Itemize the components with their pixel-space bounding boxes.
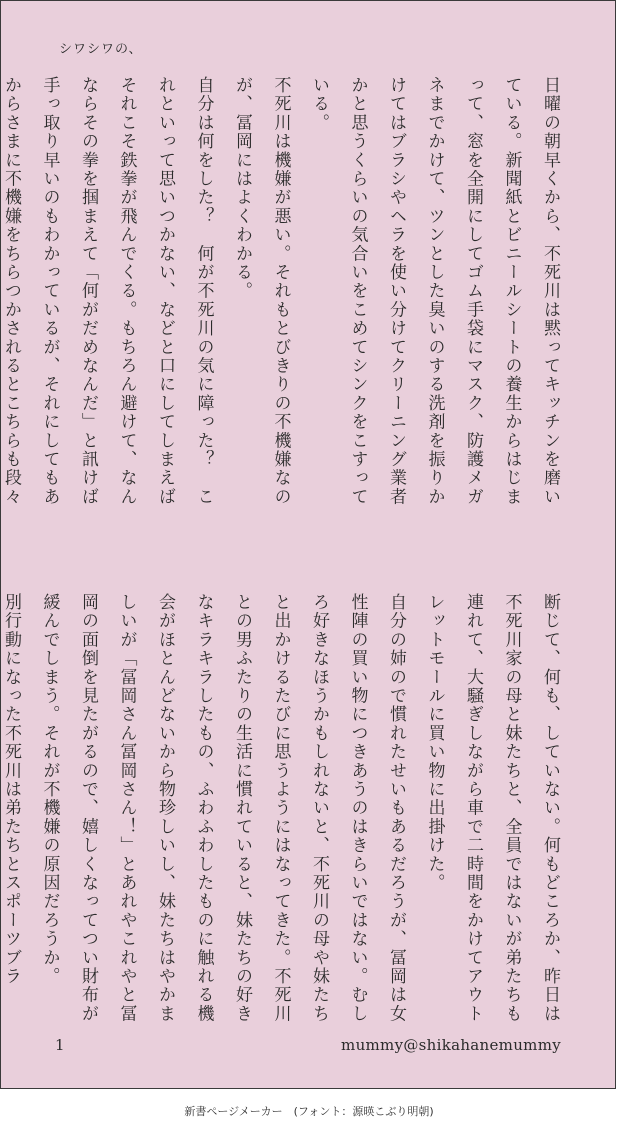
page-number: 1	[55, 1036, 65, 1054]
paragraph: 別行動になった不死川は弟たちとスポーツブラ	[1, 593, 21, 986]
paragraph: 自分の姉ので慣れたせいもあるだろうが、冨岡は女性陣の買い物につきあうのはきらいではない。むしろ好きなほうかもしれないと、不死川の母や妹たちと出かけるたびに思うようにはなってきた。不死川との男ふたりの生活に慣れていると、妹たちの好きなキラキラしたもの、ふわふわしたものに触れる機会がほとんどないから物珍しいし、妹たちはやかましいが「冨岡さん冨岡さん！」とあれやこれやと冨岡の面倒を見たがるので、嬉しくなってつい財布が緩んでしまう。それが不機嫌の原因だろうか。	[39, 593, 406, 1024]
running-header: シワシワの、	[59, 42, 143, 57]
paragraph: 日曜の朝早くから、不死川は黙ってキッチンを磨いている。新聞紙とビニールシートの養生からはじまって、窓を全開にしてゴム手袋にマスク、防護メガネまでかけて、ツンとした臭いのする洗剤を振りかけてはブラシやヘラを使い分けてクリーニング業者かと思うくらいの気合いをこめてシンクをこすっている。	[309, 76, 560, 507]
author-credit: mummy@shikahanemummy	[341, 1036, 561, 1054]
paragraph: 自分は何をした？ 何が不死川の気に障った？ これといって思いつかない、などと口にしてしまえばそれこそ鉄拳が飛んでくる。もちろん避けて、なんならその拳を掴まえて「何がだめなんだ」と訊けば手っ取り早いのもわかっているが、それにしてもあからさまに不機嫌をちらつかされるとこちらも段々	[1, 76, 214, 507]
generator-caption: 新書ページメーカー (フォント：源暎こぶり明朝)	[184, 1105, 434, 1118]
upper-text-block	[0, 76, 569, 524]
lower-text-block	[0, 593, 569, 1025]
paragraph: 不死川は機嫌が悪い。それもとびきりの不機嫌なのが、冨岡にはよくわかる。	[232, 76, 291, 507]
paragraph: 断じて、何も、していない。何もどころか、昨日は不死川家の母と妹たちと、全員ではないが弟たちも連れて、大騒ぎしながら車で二時間をかけてアウトレットモールに買い物に出掛けた。	[424, 593, 560, 1024]
